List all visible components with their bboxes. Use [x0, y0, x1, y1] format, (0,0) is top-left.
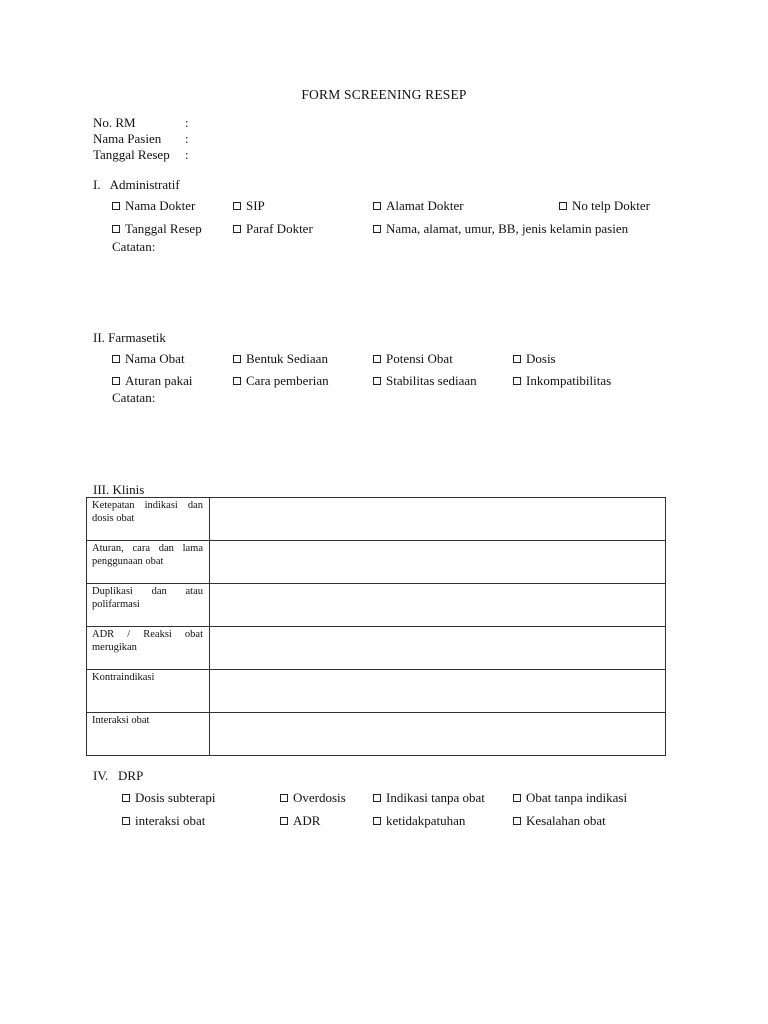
checkbox-label: Obat tanpa indikasi: [526, 790, 628, 805]
checkbox-aturan-pakai[interactable]: [112, 373, 193, 389]
table-row: [87, 541, 666, 584]
checkbox-sip[interactable]: [233, 198, 265, 214]
identity-nama-pasien: [93, 131, 189, 147]
checkbox-icon[interactable]: [122, 817, 130, 825]
checkbox-nama-dokter[interactable]: [112, 198, 195, 214]
table-row: [87, 627, 666, 670]
checkbox-icon[interactable]: [373, 377, 381, 385]
identity-sep: :: [185, 147, 189, 162]
checkbox-label: Nama, alamat, umur, BB, jenis kelamin pasien: [386, 221, 629, 236]
checkbox-icon[interactable]: [513, 355, 521, 363]
checkbox-label: No telp Dokter: [572, 198, 650, 213]
checkbox-dosis[interactable]: [513, 351, 556, 367]
checkbox-no-telp-dokter[interactable]: [559, 198, 650, 214]
checkbox-icon[interactable]: [559, 202, 567, 210]
checkbox-alamat-dokter[interactable]: [373, 198, 464, 214]
checkbox-label: SIP: [246, 198, 265, 213]
identity-tanggal-resep: [93, 147, 189, 163]
table-row: [87, 713, 666, 756]
checkbox-adr[interactable]: [280, 813, 320, 829]
checkbox-icon[interactable]: [233, 355, 241, 363]
identity-no-rm: [93, 115, 189, 131]
klinis-label: ADR / Reaksi obat merugikan: [87, 627, 210, 670]
checkbox-icon[interactable]: [122, 794, 130, 802]
checkbox-nama-obat[interactable]: [112, 351, 185, 367]
checkbox-icon[interactable]: [373, 202, 381, 210]
checkbox-label: Paraf Dokter: [246, 221, 313, 236]
klinis-value-cell[interactable]: [210, 713, 666, 756]
checkbox-overdosis[interactable]: [280, 790, 346, 806]
checkbox-icon[interactable]: [112, 202, 120, 210]
identity-sep: :: [185, 115, 189, 130]
checkbox-dosis-subterapi[interactable]: [122, 790, 216, 806]
checkbox-label: interaksi obat: [135, 813, 206, 828]
farmasetik-note-label: Catatan:: [112, 390, 156, 405]
checkbox-label: Aturan pakai: [125, 373, 193, 388]
checkbox-label: Cara pemberian: [246, 373, 329, 388]
identity-label: Tanggal Resep: [93, 147, 170, 162]
checkbox-label: Overdosis: [293, 790, 346, 805]
checkbox-tanggal-resep[interactable]: [112, 221, 202, 237]
checkbox-bentuk-sediaan[interactable]: [233, 351, 328, 367]
klinis-value-cell[interactable]: [210, 498, 666, 541]
identity-label: Nama Pasien: [93, 131, 162, 146]
checkbox-cara-pemberian[interactable]: [233, 373, 329, 389]
checkbox-label: ADR: [293, 813, 321, 828]
checkbox-icon[interactable]: [280, 817, 288, 825]
checkbox-icon[interactable]: [233, 202, 241, 210]
checkbox-label: Stabilitas sediaan: [386, 373, 477, 388]
checkbox-indikasi-tanpa-obat[interactable]: [373, 790, 485, 806]
checkbox-label: Bentuk Sediaan: [246, 351, 328, 366]
klinis-label: Ketepatan indikasi dan dosis obat: [87, 498, 210, 541]
checkbox-label: Alamat Dokter: [386, 198, 464, 213]
checkbox-stabilitas-sediaan[interactable]: [373, 373, 477, 389]
table-row: [87, 584, 666, 627]
checkbox-label: Nama Dokter: [125, 198, 196, 213]
checkbox-data-pasien[interactable]: [373, 221, 628, 237]
checkbox-label: Dosis subterapi: [135, 790, 216, 805]
checkbox-icon[interactable]: [112, 377, 120, 385]
section-administratif-heading: I. Administratif: [93, 177, 180, 192]
checkbox-icon[interactable]: [233, 377, 241, 385]
checkbox-label: Kesalahan obat: [526, 813, 606, 828]
table-row: [87, 498, 666, 541]
checkbox-icon[interactable]: [513, 817, 521, 825]
administratif-note-label: Catatan:: [112, 239, 156, 254]
table-row: [87, 670, 666, 713]
checkbox-label: Indikasi tanpa obat: [386, 790, 485, 805]
klinis-label: Kontraindikasi: [87, 670, 210, 713]
klinis-value-cell[interactable]: [210, 584, 666, 627]
identity-sep: :: [185, 131, 189, 146]
checkbox-obat-tanpa-indikasi[interactable]: [513, 790, 627, 806]
checkbox-ketidakpatuhan[interactable]: [373, 813, 465, 829]
klinis-value-cell[interactable]: [210, 670, 666, 713]
klinis-value-cell[interactable]: [210, 541, 666, 584]
checkbox-icon[interactable]: [373, 225, 381, 233]
identity-label: No. RM: [93, 115, 136, 130]
checkbox-label: Dosis: [526, 351, 556, 366]
form-title: FORM SCREENING RESEP: [301, 87, 467, 102]
checkbox-label: Tanggal Resep: [125, 221, 202, 236]
checkbox-icon[interactable]: [112, 355, 120, 363]
checkbox-icon[interactable]: [513, 794, 521, 802]
checkbox-icon[interactable]: [373, 817, 381, 825]
klinis-value-cell[interactable]: [210, 627, 666, 670]
checkbox-paraf-dokter[interactable]: [233, 221, 313, 237]
checkbox-label: Inkompatibilitas: [526, 373, 612, 388]
klinis-label: Interaksi obat: [87, 713, 210, 756]
checkbox-inkompatibilitas[interactable]: [513, 373, 611, 389]
checkbox-potensi-obat[interactable]: [373, 351, 453, 367]
klinis-label: Aturan, cara dan lama penggunaan obat: [87, 541, 210, 584]
checkbox-label: ketidakpatuhan: [386, 813, 466, 828]
checkbox-icon[interactable]: [233, 225, 241, 233]
section-klinis-heading: III. Klinis: [93, 482, 145, 497]
checkbox-icon[interactable]: [112, 225, 120, 233]
checkbox-icon[interactable]: [373, 355, 381, 363]
klinis-label: Duplikasi dan atau polifarmasi: [87, 584, 210, 627]
checkbox-label: Nama Obat: [125, 351, 185, 366]
checkbox-icon[interactable]: [280, 794, 288, 802]
checkbox-icon[interactable]: [513, 377, 521, 385]
section-drp-heading: IV. DRP: [93, 768, 144, 783]
checkbox-interaksi-obat[interactable]: [122, 813, 205, 829]
section-farmasetik-heading: II. Farmasetik: [93, 330, 166, 345]
checkbox-kesalahan-obat[interactable]: [513, 813, 606, 829]
klinis-table: [86, 497, 666, 756]
checkbox-icon[interactable]: [373, 794, 381, 802]
checkbox-label: Potensi Obat: [386, 351, 453, 366]
